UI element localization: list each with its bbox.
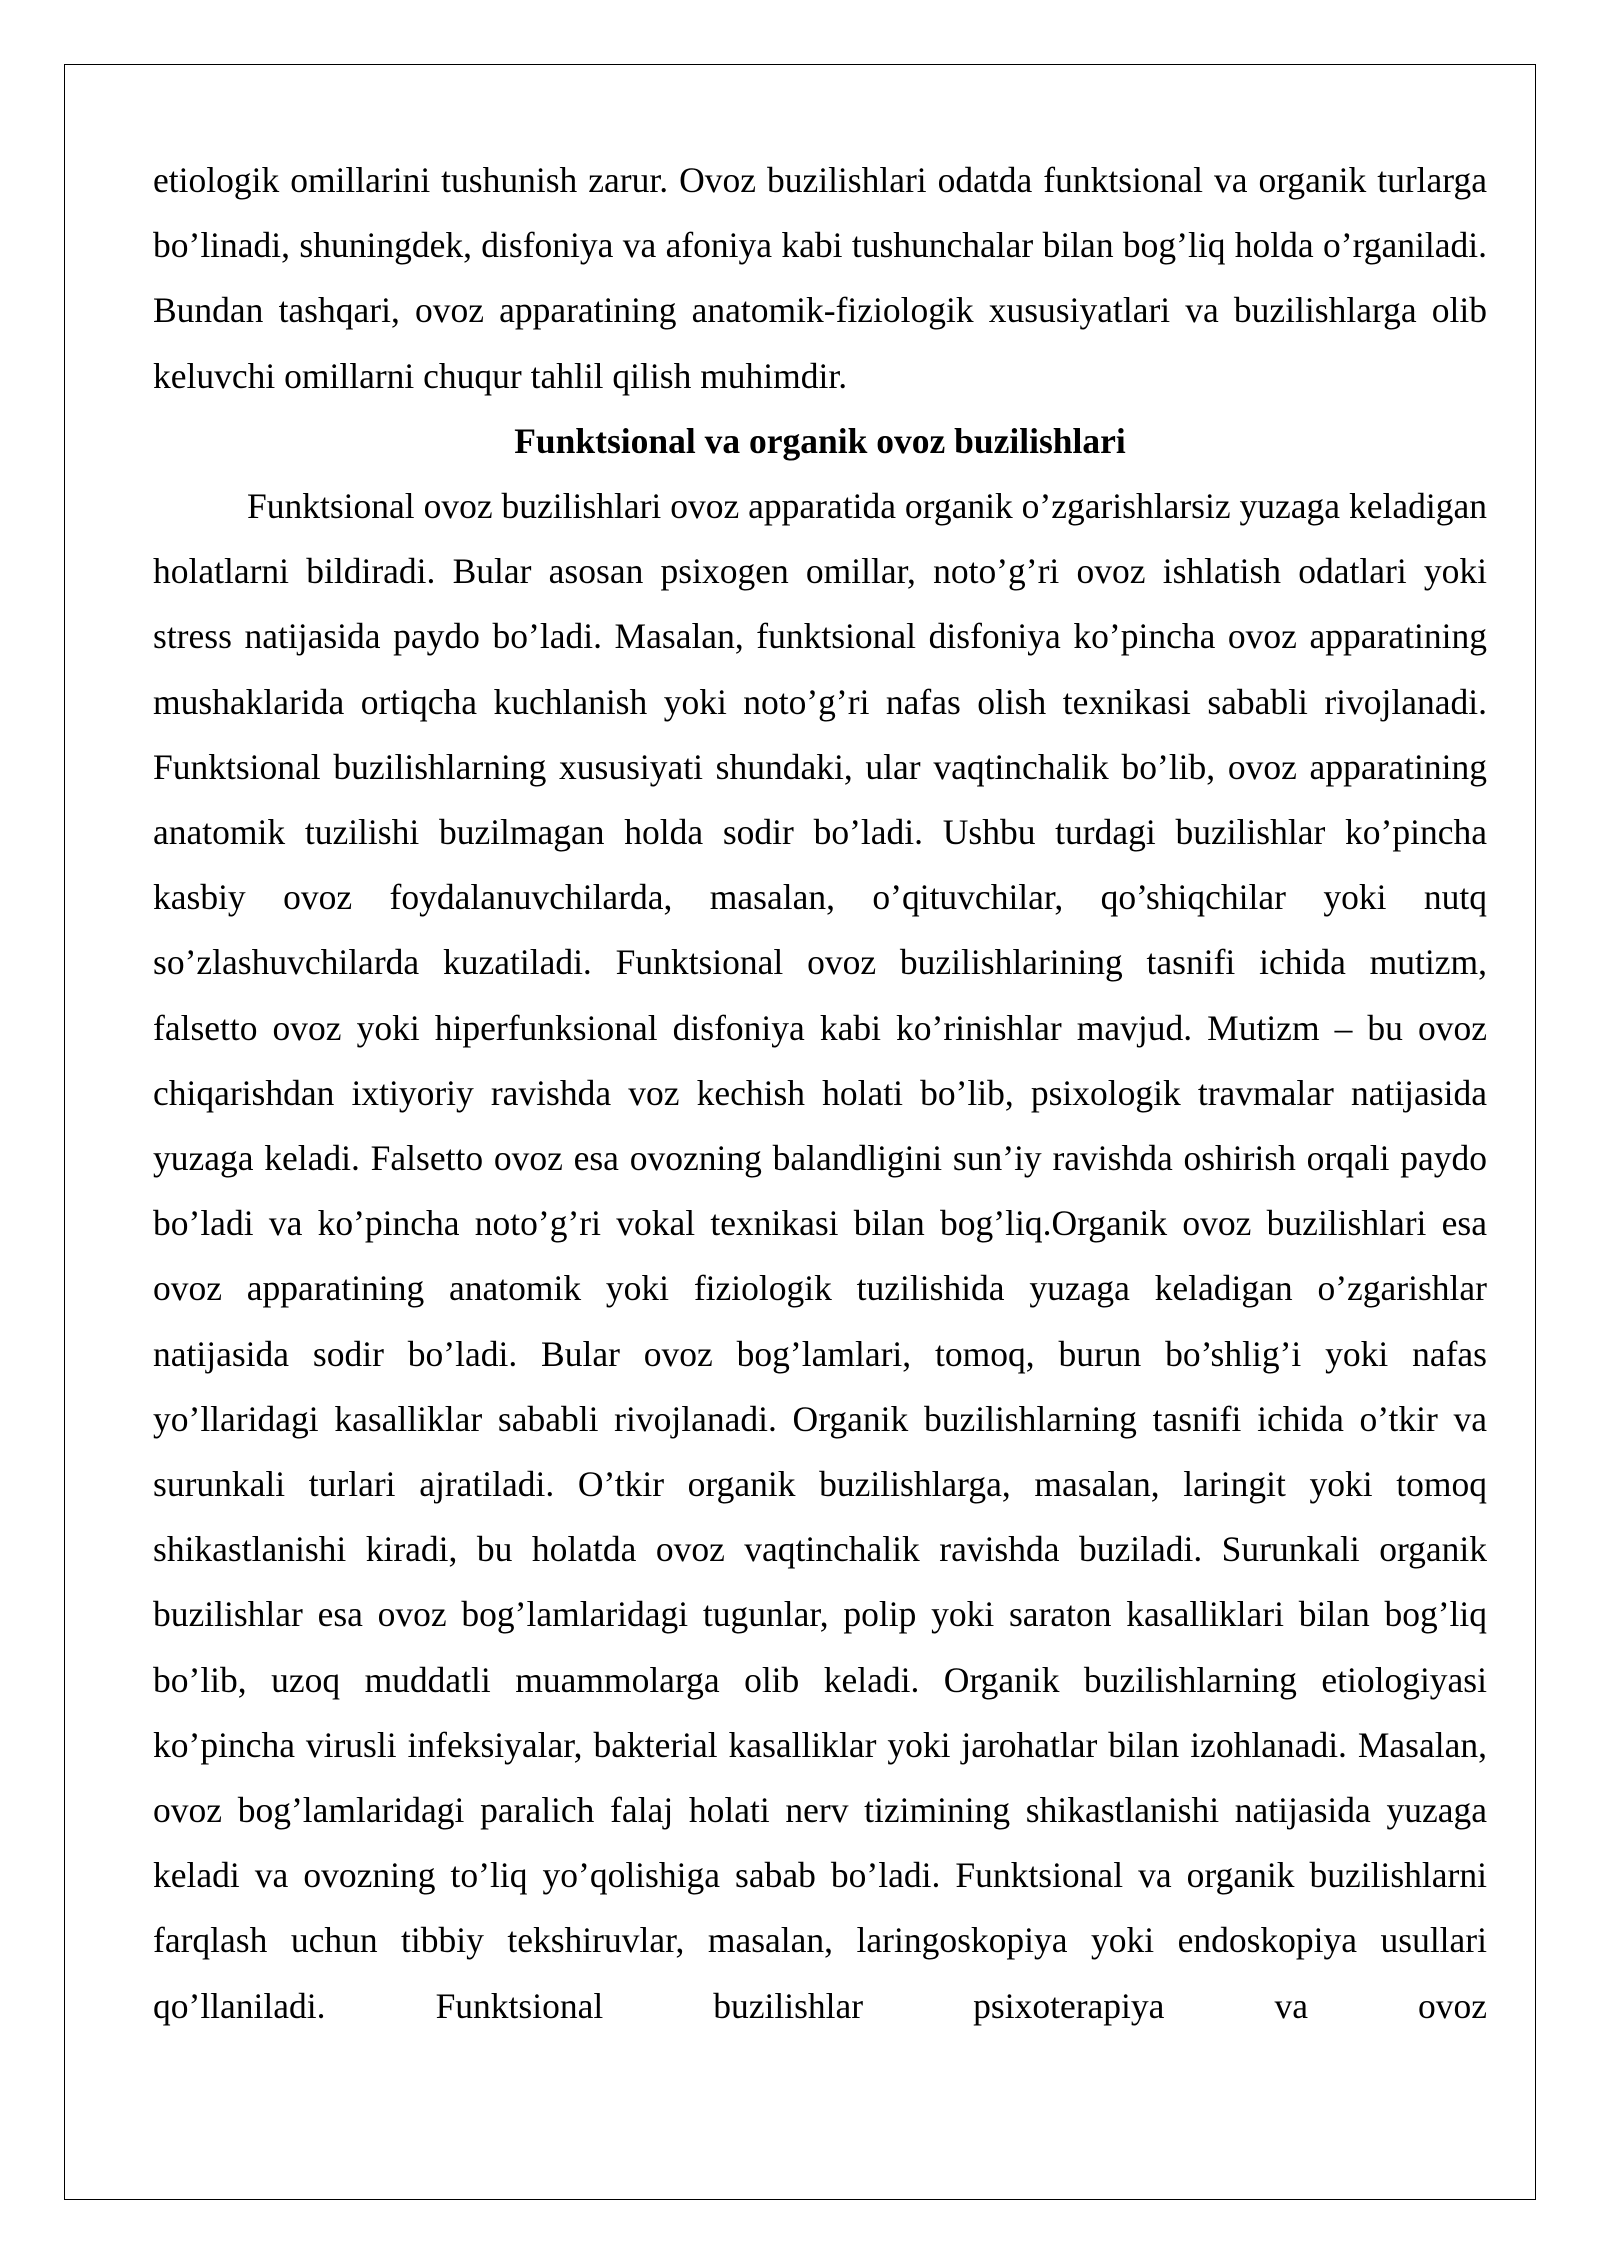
body-paragraph: Funktsional ovoz buzilishlari ovoz apparatida organik o’zgarishlarsiz yuzaga keladigan holatlarni bildiradi. Bular asosan psixogen omillar, noto’g’ri ovoz ishlatish odatlari yoki stress natijasida paydo bo’ladi. Masalan, funktsional disfoniya ko’pincha ovoz apparatining mushaklarida ortiqcha kuchlanish yoki noto’g’ri nafas olish texnikasi sababli rivojlanadi. Funktsional buzilishlarning xususiyati shundaki, ular vaqtinchalik bo’lib, ovoz apparatining anatomik tuzilishi buzilmagan holda sodir bo’ladi. Ushbu turdagi buzilishlar ko’pincha kasbiy ovoz foydalanuvchilarda, masalan, o’qituvchilar, qo’shiqchilar yoki nutq so’zlashuvchilarda kuzatiladi. Funktsional ovoz buzilishlarining tasnifi ichida mutizm, falsetto ovoz yoki hiperfunksional disfoniya kabi ko’rinishlar mavjud. Mutizm – bu ovoz chiqarishdan ixtiyoriy ravishda voz kechish holati bo’lib, psixologik travmalar natijasida yuzaga keladi. Falsetto ovoz esa ovozning balandligini sun’iy ravishda oshirish orqali paydo bo’ladi va ko’pincha noto’g’ri vokal texnikasi bilan bog’liq.Organik ovoz buzilishlari esa ovoz apparatining anatomik yoki fiziologik tuzilishida yuzaga keladigan o’zgarishlar natijasida sodir bo’ladi. Bular ovoz bog’lamlari, tomoq, burun bo’shlig’i yoki nafas yo’llaridagi kasalliklar sababli rivojlanadi. Organik buzilishlarning tasnifi ichida o’tkir va surunkali turlari ajratiladi. O’tkir organik buzilishlarga, masalan, laringit yoki tomoq shikastlanishi kiradi, bu holatda ovoz vaqtinchalik ravishda buziladi. Surunkali organik buzilishlar esa ovoz bog’lamlaridagi tugunlar, polip yoki saraton kasalliklari bilan bog’liq bo’lib, uzoq muddatli muammolarga olib keladi. Organik buzilishlarning etiologiyasi ko’pincha virusli infeksiyalar, bakterial kasalliklar yoki jarohatlar bilan izohlanadi. Masalan, ovoz bog’lamlaridagi paralich falaj holati nerv tizimining shikastlanishi natijasida yuzaga keladi va ovozning to’liq yo’qolishiga sabab bo’ladi. Funktsional va organik buzilishlarni farqlash uchun tibbiy tekshiruvlar, masalan, laringoskopiya yoki endoskopiya usullari qo’llaniladi. Funktsional buzilishlar psixoterapiya va ovoz xyxy=(153,486,1487,2026)
document-body xyxy=(153,148,1487,2039)
intro-paragraph: etiologik omillarini tushunish zarur. Ovoz buzilishlari odatda funktsional va organik turlarga bo’linadi, shuningdek, disfoniya va afoniya kabi tushunchalar bilan bog’liq holda o’rganiladi. Bundan tashqari, ovoz apparatining anatomik-fiziologik xususiyatlari va buzilishlarga olib keluvchi omillarni chuqur tahlil qilish muhimdir. xyxy=(153,160,1487,396)
section-heading: Funktsional va organik ovoz buzilishlari xyxy=(514,420,1126,461)
